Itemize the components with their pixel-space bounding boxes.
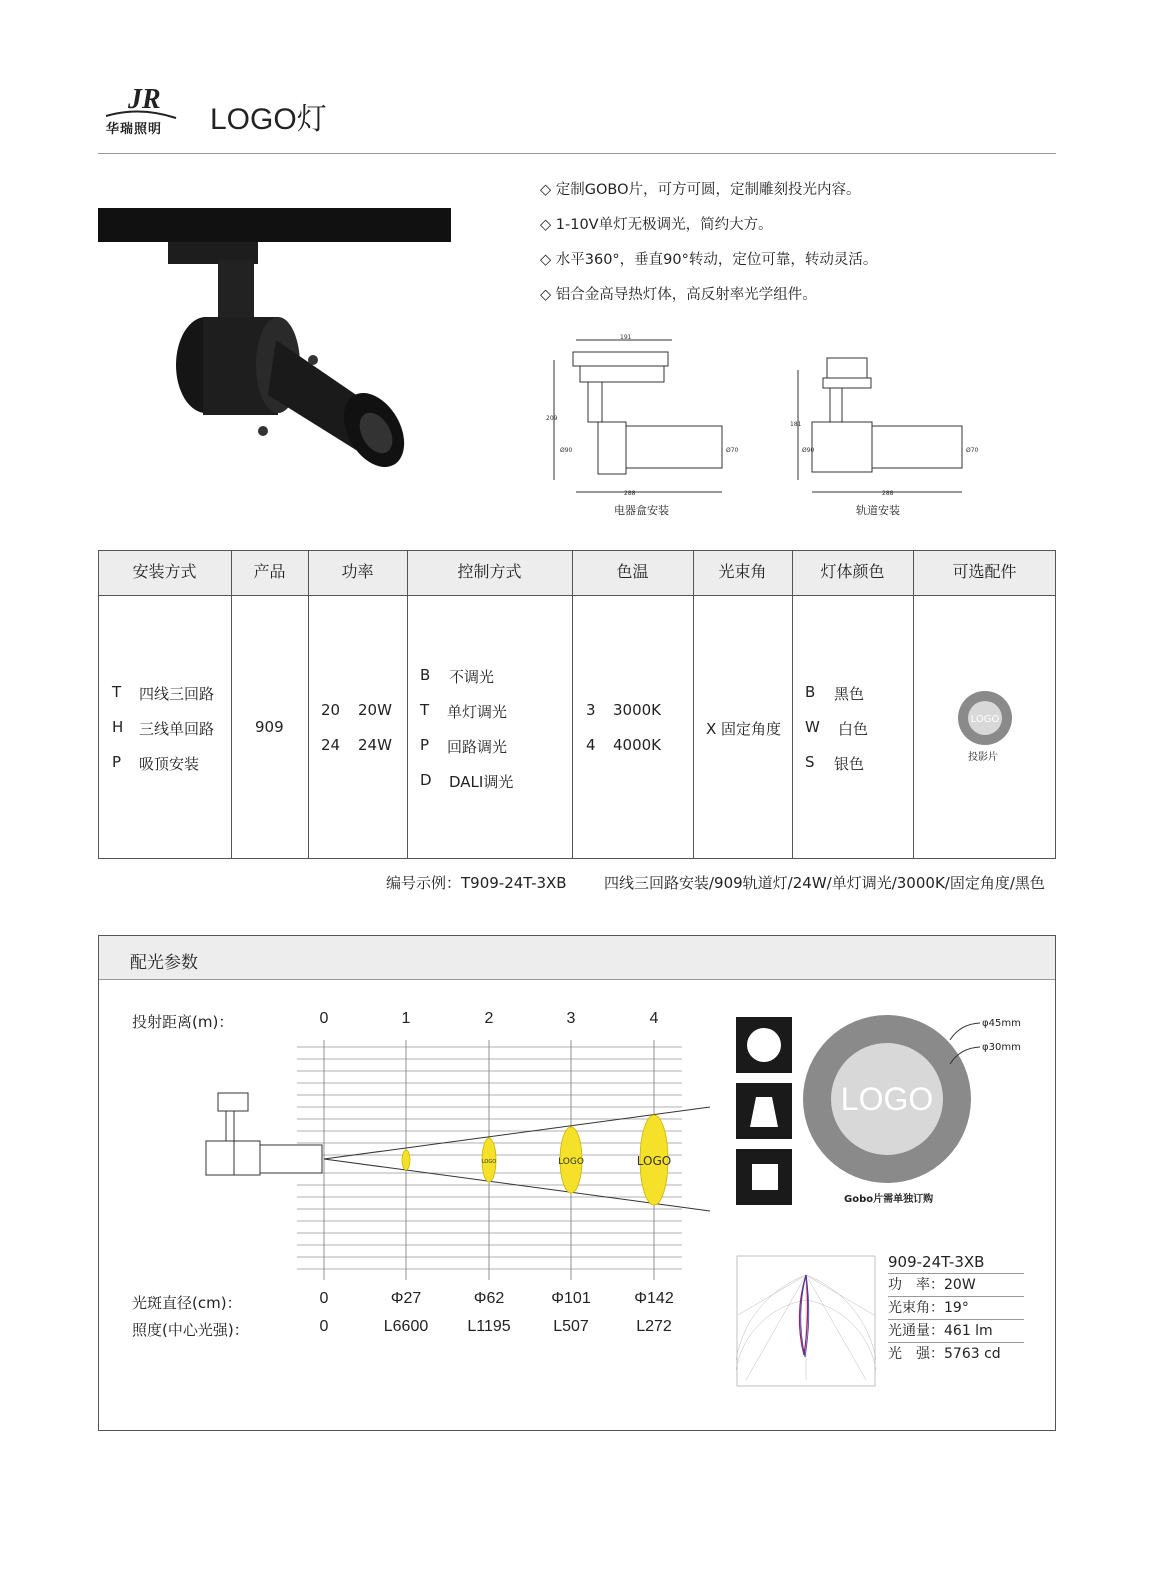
svg-text:JR: JR [128,84,161,115]
caption-electric-box: 电器盒安装 [614,504,669,517]
color-code: S [805,753,815,771]
mount-label: 吸顶安装 [139,755,200,773]
header-divider [98,153,1056,154]
diameter-value: Φ27 [390,1290,422,1307]
lux-value: 0 [319,1318,329,1335]
dim-length-right: 288 [882,490,894,497]
spot-logo: LOGO [558,1157,584,1167]
lux-value: L507 [553,1318,589,1335]
spec-intensity: 光 强：5763 cd [888,1346,1001,1362]
power-code: 20 [321,701,341,719]
spec-model: 909-24T-3XB [888,1251,1024,1274]
example-code: 编号示例：T909-24T-3XB [386,874,567,892]
control-label: DALI调光 [449,773,514,791]
photometry-header [99,936,1055,980]
color-label: 黑色 [834,685,865,703]
cct-label: 3000K [613,701,662,719]
product-code: 909 [255,718,284,736]
spec-flux: 光通量：461 lm [888,1320,1024,1343]
section-title: 配光参数 [130,953,198,973]
col-header: 灯体颜色 [820,562,885,581]
col-header: 控制方式 [457,562,522,581]
feature-item: ◇ 定制GOBO片，可方可圆，定制雕刻投光内容。 [540,182,861,198]
spot-logo: LOGO [481,1159,497,1165]
product-image [98,205,458,485]
spec-beam: 光束角：19° [888,1297,1024,1320]
feature-item: ◇ 铝合金高导热灯体，高反射率光学组件。 [540,287,817,303]
spot-logo: LOGO [636,1154,672,1168]
color-label: 银色 [834,755,865,773]
distance-label: 投射距离(m)： [132,1013,234,1031]
power-label: 24W [358,736,392,754]
lux-value: L6600 [383,1318,429,1335]
col-header: 光束角 [718,562,767,581]
accessory-label: 投影片 [968,752,998,763]
diameter-value: Φ101 [551,1290,591,1307]
gobo-disc [800,1012,1060,1212]
gobo-shapes [736,1017,794,1207]
color-label: 白色 [838,720,869,738]
color-code: W [805,718,820,736]
col-header: 产品 [253,562,286,581]
mount-code: T [112,683,122,701]
diameter-value: Φ62 [473,1290,505,1307]
control-label: 单灯调光 [447,703,508,721]
power-code: 24 [321,736,341,754]
cct-code: 3 [586,701,596,719]
page-title: LOGO灯 [210,103,327,136]
control-code: D [420,771,432,789]
gobo-accessory-icon [957,690,1013,746]
lux-value: L1195 [467,1318,511,1335]
distance-tick: 2 [484,1010,494,1027]
cct-code: 4 [586,736,596,754]
beam-angle: X 固定角度 [706,720,782,738]
accessory-logo-text: LOGO [970,714,1000,725]
polar-distribution-chart [736,1255,876,1390]
mount-code: H [112,718,124,736]
color-code: B [805,683,816,701]
dim-height-left: 209 [546,415,558,422]
dim-diam-b-left: Ø70 [726,447,739,454]
power-label: 20W [358,701,392,719]
lux-label: 照度(中心光强)： [132,1321,249,1339]
beam-diagram [190,1035,720,1285]
dim-length-left: 288 [624,490,636,497]
diameter-value: Φ142 [634,1290,674,1307]
mount-code: P [112,753,122,771]
feature-item: ◇ 水平360°，垂直90°转动，定位可靠，转动灵活。 [540,252,878,268]
gobo-logo-text: LOGO [840,1081,934,1117]
dim-diam-a-left: Ø90 [560,447,573,454]
example-desc: 四线三回路安装/909轨道灯/24W/单灯调光/3000K/固定角度/黑色 [604,874,1045,892]
gobo-inner-dim: φ30mm [982,1042,1021,1053]
col-header: 色温 [616,562,649,581]
gobo-note: Gobo片需单独订购 [844,1194,934,1205]
control-code: P [420,736,430,754]
col-header: 可选配件 [952,562,1017,581]
distance-tick: 3 [566,1010,576,1027]
dimension-drawings [540,330,990,525]
dim-width: 191 [620,334,632,341]
col-header: 功率 [341,562,374,581]
mount-label: 四线三回路 [139,685,215,703]
distance-tick: 0 [319,1010,329,1027]
diameter-label: 光斑直径(cm)： [132,1294,242,1312]
feature-item: ◇ 1-10V单灯无极调光，简约大方。 [540,217,773,233]
dim-height-right: 181 [790,421,802,428]
lux-value: L272 [636,1318,672,1335]
cct-label: 4000K [613,736,662,754]
control-code: T [420,701,430,719]
control-label: 不调光 [449,668,495,686]
mount-label: 三线单回路 [139,720,215,738]
control-code: B [420,666,431,684]
dim-diam-a-right: Ø90 [802,447,815,454]
gobo-outer-dim: φ45mm [982,1018,1021,1029]
distance-tick: 1 [401,1010,411,1027]
col-header: 安装方式 [132,562,197,581]
diameter-value: 0 [319,1290,329,1307]
control-label: 回路调光 [447,738,508,756]
dim-diam-b-right: Ø70 [966,447,979,454]
spec-power: 功 率：20W [888,1274,1024,1297]
brand-name: 华瑞照明 [106,122,163,137]
caption-track: 轨道安装 [856,504,900,517]
distance-tick: 4 [649,1010,659,1027]
